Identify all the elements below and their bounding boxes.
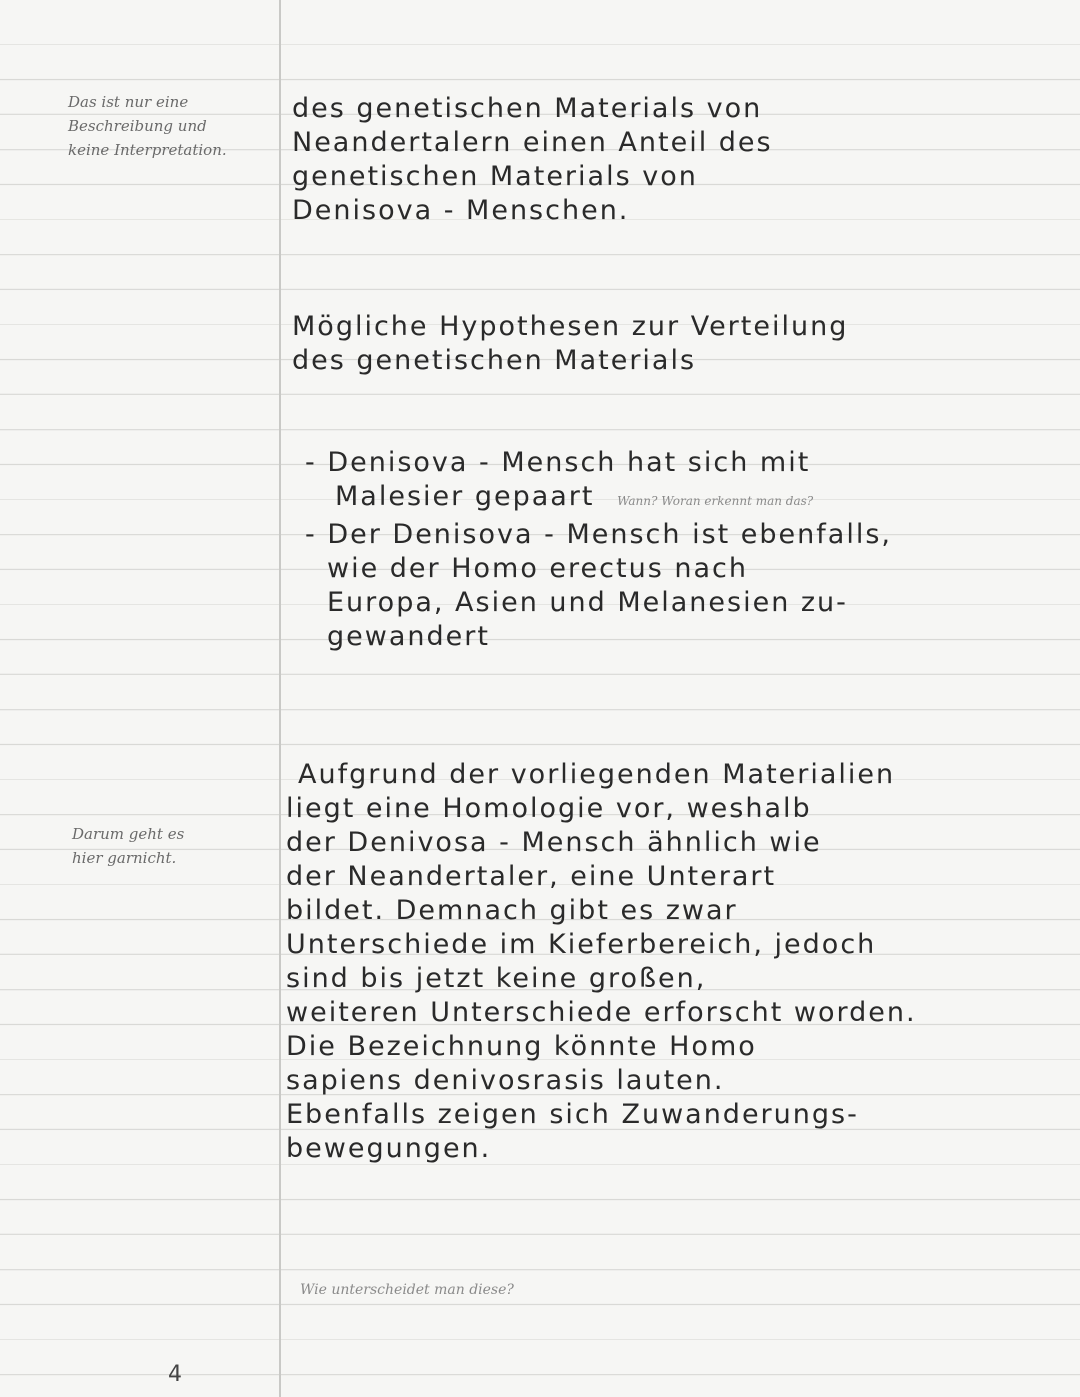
paragraph-conclusion: Aufgrund der vorliegenden Materialien liegt eine Homologie vor, weshalb der Denivosa - Mensch ähnlich wie der Neandertaler, eine Unterart bildet. Demnach gibt es zwar Unterschiede im Kieferbereich, jedoch sind bis jetzt keine großen, weiteren Unterschiede erforscht worden. Die Bezeichnung könnte Homo sapiens denivosrasis lauten. Ebenfalls zeigen sich Zuwanderungs- bewegungen. [286,759,917,1164]
page-number: 4 [168,1362,182,1387]
hypothesis-1: - Denisova - Mensch hat sich mit [305,447,811,478]
hypothesis-2: - Der Denisova - Mensch ist ebenfalls, [305,519,892,550]
teacher-comment-when: Wann? Woran erkennt man das? [617,494,814,508]
margin-note-interpretation: Das ist nur eine Beschreibung und keine Interpretation. [68,93,227,159]
paragraph-genetic-material: des genetischen Materials von Neandertalern einen Anteil des genetischen Materials von Denisova - Menschen. [292,93,773,226]
heading-hypotheses: Mögliche Hypothesen zur Verteilung des genetischen Materials [292,311,849,376]
hypotheses-list: - Denisova - Mensch hat sich mit Malesier gepaart Wann? Woran erkennt man das? - Der Denisova - Mensch ist ebenfalls, wie der Homo erectus nach Europa, Asien und Melanesien zu- gewandert [305,447,892,652]
margin-note-irrelevant: Darum geht es hier garnicht. [72,825,185,867]
margin-line [279,0,281,1397]
teacher-question: Wie unterscheidet man diese? [300,1282,514,1298]
